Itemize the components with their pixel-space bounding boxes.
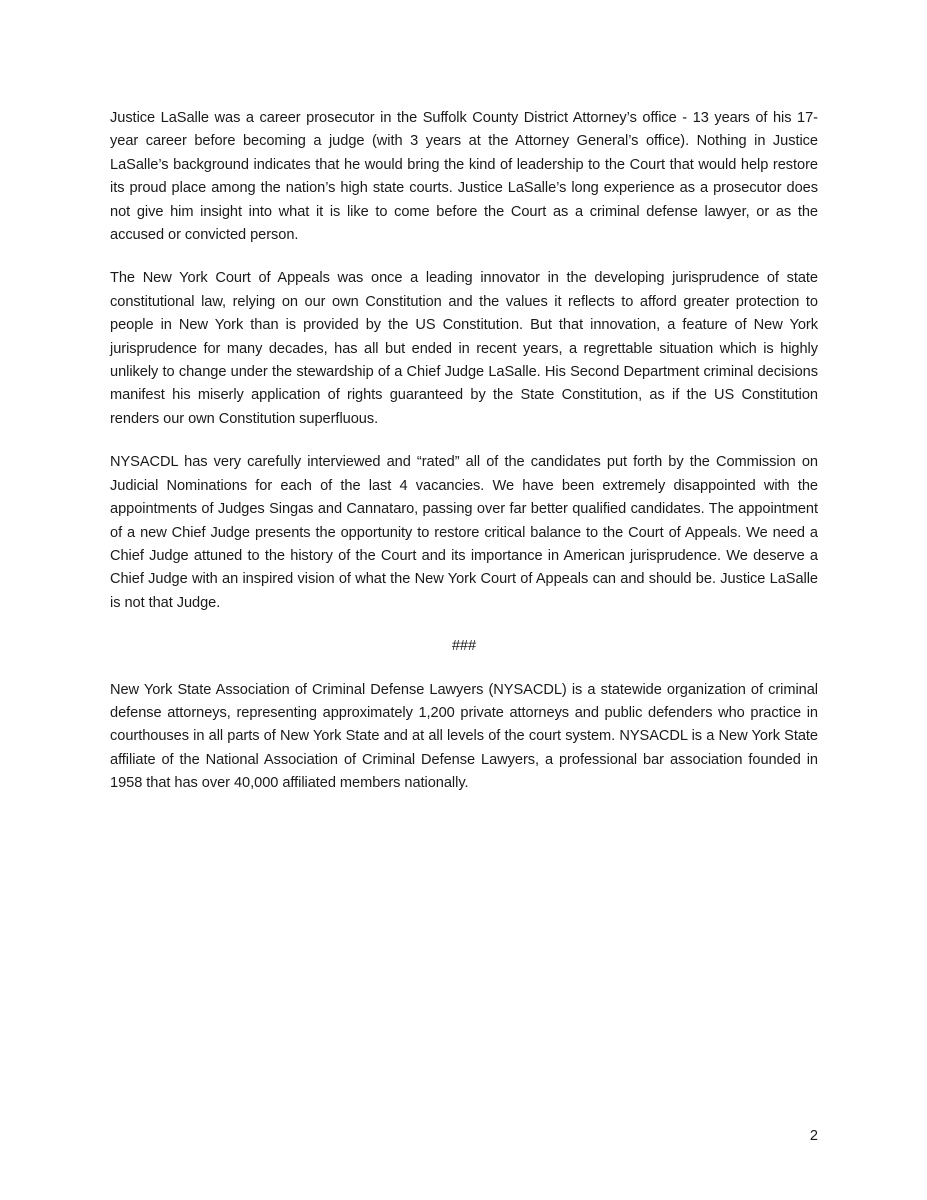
- section-divider: ###: [451, 638, 477, 655]
- document-body: [110, 107, 818, 816]
- page-number: 2: [809, 1128, 818, 1144]
- paragraph-court-of-appeals-history: The New York Court of Appeals was once a leading innovator in the developing jurisprudence of state constitutional law, relying on our own Constitution and the values it reflects to afford greater protection to people in New York than is provided by the US Constitution. But that innovation, a feature of New York jurisprudence for many decades, has all but ended in recent years, a regrettable situation which is highly unlikely to change under the stewardship of a Chief Judge LaSalle. His Second Department criminal decisions manifest his miserly application of rights guaranteed by the State Constitution, as if the US Constitution renders our own Constitution superfluous.: [110, 270, 818, 427]
- paragraph-about-nysacdl: New York State Association of Criminal Defense Lawyers (NYSACDL) is a statewide organization of criminal defense attorneys, representing approximately 1,200 private attorneys and public defenders who practice in courthouses in all parts of New York State and at all levels of the court system. NYSACDL is a New York State affiliate of the National Association of Criminal Defense Lawyers, a professional bar association founded in 1958 that has over 40,000 affiliated members nationally.: [110, 681, 818, 792]
- paragraph-nysacdl-ratings: NYSACDL has very carefully interviewed and “rated” all of the candidates put forth by the Commission on Judicial Nominations for each of the last 4 vacancies. We have been extremely disappointed with the appointments of Judges Singas and Cannataro, passing over far better qualified candidates. The appointment of a new Chief Judge presents the opportunity to restore critical balance to the Court of Appeals. We need a Chief Judge attuned to the history of the Court and its importance in American jurisprudence. We deserve a Chief Judge with an inspired vision of what the New York Court of Appeals can and should be. Justice LaSalle is not that Judge.: [110, 454, 818, 611]
- paragraph-lasalle-background: Justice LaSalle was a career prosecutor in the Suffolk County District Attorney’s office - 13 years of his 17-year career before becoming a judge (with 3 years at the Attorney General’s office). Nothing in Justice LaSalle’s background indicates that he would bring the kind of leadership to the Court that would help restore its proud place among the nation’s high state courts. Justice LaSalle’s long experience as a prosecutor does not give him insight into what it is like to come before the Court as a criminal defense lawyer, or as the accused or convicted person.: [110, 110, 818, 244]
